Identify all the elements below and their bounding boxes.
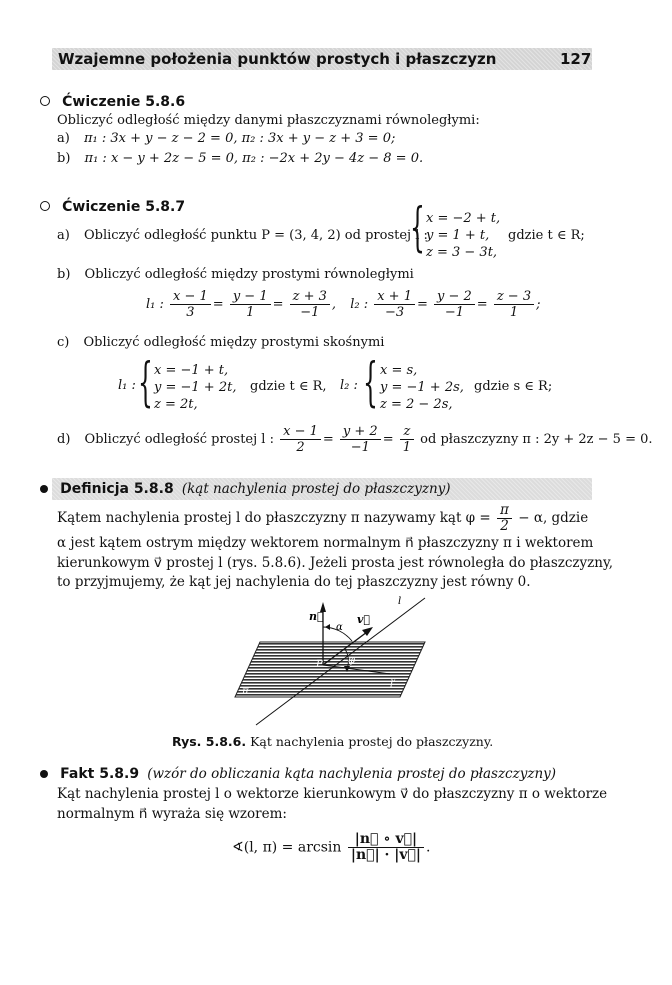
exercise-item-d: d) Obliczyć odległość prostej l : $\frac{x - 1}{2}$ = $\frac{y + 2}{-1}$ = $\frac{z}{1}$ od płaszczyzny π : 2y + 2z − 5 = 0. [57, 424, 653, 455]
label-P: P [316, 659, 323, 670]
fact-line: Kąt nachylenia prostej l o wektorze kierunkowym v⃗ do płaszczyzny π o wektorze [57, 786, 608, 802]
page-header-title: Wzajemne położenia punktów prostych i płaszczyzn [58, 50, 497, 68]
line-system [426, 210, 500, 261]
item-text: Obliczyć odległość między prostymi skośnymi [83, 335, 385, 350]
definition-5-8-8 [40, 481, 451, 497]
fact-5-8-9 [40, 766, 556, 782]
parallel-lines-equations: l₁ : $\frac{x - 1}{3}$ = $\frac{y - 1}{1}$ = $\frac{z + 3}{-1}$ , l₂ : $\frac{x + 1}{-3}$ = $\frac{y - 2}{-1}$ = $\frac{z - 3}{1}$ ; [146, 289, 541, 320]
caption-text: Kąt nachylenia prostej do płaszczyzny. [250, 734, 494, 749]
item-label: b) [57, 151, 71, 166]
line-label: l₂ : [350, 297, 369, 312]
system-eq: x = −2 + t, [426, 211, 501, 226]
system-eq: x = s, [380, 363, 418, 378]
fraction: $\frac{\pi}{2}$ [497, 503, 512, 534]
line-label: l₁ : [118, 378, 136, 393]
item-label: d) [57, 432, 71, 447]
fraction: $\frac{z + 3}{-1}$ [290, 289, 330, 320]
exercise-title: Ćwiczenie 5.8.7 [62, 199, 186, 215]
system-eq: z = 2t, [154, 397, 198, 412]
item-math: π₁ : x − y + 2z − 5 = 0, π₂ : −2x + 2y − 4z − 8 = 0. [84, 151, 424, 166]
exercise-intro: Obliczyć odległość między danymi płaszczyznami równoległymi: [57, 113, 480, 128]
exercise-item-a [57, 131, 395, 146]
item-text: Obliczyć odległość między prostymi równoległymi [84, 267, 414, 282]
exercise-item-c [57, 335, 384, 350]
param-domain: gdzie s ∈ R; [474, 379, 553, 394]
fraction: $\frac{x + 1}{-3}$ [374, 289, 415, 320]
label-n: n⃗ [309, 610, 324, 623]
system-eq: z = 2 − 2s, [380, 397, 453, 412]
definition-title: Definicja 5.8.8 [60, 481, 174, 497]
figure-line-plane-angle [220, 592, 460, 732]
formula-lhs: ∢(l, π) = arcsin [232, 839, 342, 856]
item-label: c) [57, 335, 70, 350]
fraction: $\frac{z - 3}{1}$ [494, 289, 534, 320]
angle-formula: ∢(l, π) = arcsin $\frac{|n⃗ \circ v⃗|}{|n⃗| \cdot |v⃗|}$ . [232, 831, 431, 863]
fraction: $\frac{x - 1}{2}$ [280, 424, 321, 455]
left-brace: { [363, 353, 378, 413]
fraction: $\frac{z}{1}$ [400, 424, 414, 455]
item-math: π₁ : 3x + y − z − 2 = 0, π₂ : 3x + y − z + 3 = 0; [83, 131, 396, 146]
fraction: $\frac{x - 1}{3}$ [170, 289, 211, 320]
item-label: a) [57, 228, 70, 243]
line-label: l₁ : [146, 297, 164, 312]
definition-body [57, 502, 614, 593]
system-eq: z = 3 − 3t, [426, 245, 498, 260]
line-system [154, 362, 236, 413]
exercise-title: Ćwiczenie 5.8.6 [62, 94, 186, 110]
line-label: l₂ : [340, 378, 358, 393]
item-tail: od płaszczyzny π : 2y + 2z − 5 = 0. [420, 432, 653, 447]
page-number: 127 [560, 50, 592, 68]
label-phi: φ [348, 655, 356, 666]
item-text: Obliczyć odległość punktu P = (3, 4, 2) od prostej l : [83, 228, 428, 243]
line-system [380, 362, 464, 413]
label-v: v⃗ [357, 613, 370, 626]
definition-line: Kątem nachylenia prostej l do płaszczyzny π nazywamy kąt φ = $\frac{\pi}{2}$ − α, gdzie [57, 502, 589, 534]
fact-line: normalnym n⃗ wyraża się wzorem: [57, 805, 287, 822]
bullet-dot-icon [40, 485, 48, 493]
definition-line: kierunkowym v⃗ prostej l (rys. 5.8.6). Jeżeli prosta jest równoległa do płaszczyzny, [57, 554, 614, 571]
exercise-item-b [57, 267, 414, 282]
exercise-5-8-6 [40, 94, 185, 110]
definition-line: α jest kątem ostrym między wektorem normalnym n⃗ płaszczyzny π i wektorem [57, 535, 594, 551]
circle-bullet-icon [40, 96, 50, 106]
definition-line: to przyjmujemy, że kąt jej nachylenia do tej płaszczyzny jest równy 0. [57, 574, 531, 590]
fraction: $\frac{y - 1}{1}$ [230, 289, 271, 320]
fraction: $\frac{y - 2}{-1}$ [434, 289, 475, 320]
fact-title: Fakt 5.8.9 [60, 766, 140, 782]
param-domain: gdzie t ∈ R, [250, 379, 327, 394]
item-label: a) [57, 131, 70, 146]
label-alpha: α [336, 622, 343, 633]
label-l: l [398, 596, 402, 607]
exercise-item-a [57, 228, 428, 243]
system-eq: y = 1 + t, [426, 228, 490, 243]
left-brace: { [138, 353, 153, 413]
param-domain: gdzie t ∈ R; [508, 228, 585, 243]
item-label: b) [57, 267, 71, 282]
exercise-5-8-7 [40, 199, 185, 215]
exercise-item-b [57, 151, 423, 166]
circle-bullet-icon [40, 201, 50, 211]
label-l-prime: l′ [390, 679, 396, 690]
fraction: $\frac{y + 2}{-1}$ [340, 424, 381, 455]
figure-caption [172, 734, 493, 749]
definition-subtitle: (kąt nachylenia prostej do płaszczyzny) [181, 481, 451, 497]
system-eq: y = −1 + 2t, [154, 380, 237, 395]
fact-subtitle: (wzór do obliczania kąta nachylenia prostej do płaszczyzny) [147, 766, 557, 782]
label-pi: π [242, 686, 249, 697]
item-text: Obliczyć odległość prostej l : [84, 432, 274, 447]
system-eq: y = −1 + 2s, [380, 380, 464, 395]
bullet-dot-icon [40, 770, 48, 778]
left-brace: { [410, 198, 425, 258]
system-eq: x = −1 + t, [154, 363, 229, 378]
caption-label: Rys. 5.8.6. [172, 734, 247, 749]
fraction: $\frac{|n⃗ \circ v⃗|}{|n⃗| \cdot |v⃗|}$ [348, 832, 424, 863]
fact-body [57, 785, 608, 824]
